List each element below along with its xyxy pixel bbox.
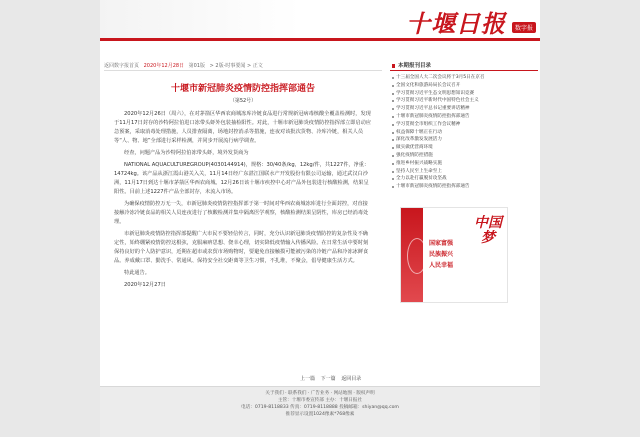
article-paragraph: 市新冠肺炎疫情防控指挥部提醒广大市民不要轻信传言，同时，充分认识新冠肺炎疫情防控的复杂性及不确定性，始终绷紧疫情防控这根弦，克服麻痹思想、侥幸心理，切实降低疫情输入传播风险。在日常生活中要时刻保持良好的个人防护意识，近期在超市或农贸市场购物时，要避免直接触摸可能被污染的冷链产品和冷冻冰鲜食品。养成戴口罩、勤洗手、常通风、保持安全社交距离等卫生习惯，不扎堆，不聚会，倡导健康生活方式。 [114, 231, 369, 264]
footer-line: 电话：0719-8118833 传真：0719-8118888 投稿邮箱：shiyan@qq.com [241, 405, 399, 410]
poster-slogan: 人民幸福 [429, 262, 454, 269]
breadcrumb-path: > 2版-时事要闻 > 正文 [209, 63, 263, 69]
sidebar-item[interactable]: 学习贯彻习近平生态文明思想知识竞赛 [390, 90, 538, 98]
footer-line: 推荐显示设置1024像素*768像素 [285, 412, 355, 417]
article-date: 2020年12月27日 [124, 282, 166, 288]
sidebar-item[interactable]: 全国文化和旅游局局长会议召开 [390, 82, 538, 90]
masthead [100, 0, 540, 40]
footer-line: 主管：十堰市委宣传部 主办：十堰日报社 [277, 398, 363, 403]
sidebar-list [390, 74, 538, 191]
sidebar-item[interactable]: 学习贯彻全市组织工作会议精神 [390, 121, 538, 129]
poster-slogan: 国家富强 [429, 240, 454, 247]
article-paragraph: 经查，问题产品为沙特阿拉伯冻带头虾，境外发货商为 [124, 150, 249, 156]
sidebar-item[interactable]: 权益保障十堰正在行动 [390, 129, 538, 137]
next-article-link[interactable]: 下一篇 [320, 376, 336, 382]
sidebar [390, 61, 538, 191]
cloud-icon [407, 238, 427, 274]
sidebar-item[interactable]: 全力以赴打赢脱贫攻坚战 [390, 175, 538, 183]
chinese-dream-poster[interactable] [400, 207, 508, 303]
sidebar-item[interactable]: 十三届全国人大二次会议将于3月5日在京召 [390, 74, 538, 82]
back-to-index-link[interactable]: 返回目录 [341, 376, 362, 382]
sidebar-item[interactable]: 做实做优营商环境 [390, 144, 538, 152]
sidebar-item[interactable]: 推进乡村振兴战略实施 [390, 160, 538, 168]
sidebar-heading: 本期报刊目录 [390, 61, 538, 71]
article [104, 73, 382, 363]
pager [300, 375, 365, 382]
article-number: （第52号） [229, 98, 257, 104]
sidebar-item[interactable]: 坚持人民至上生命至上 [390, 168, 538, 176]
edition-badge: 数字报 [512, 22, 536, 33]
sidebar-item[interactable]: 深化改革激发发展活力 [390, 136, 538, 144]
poster-slogan: 民族振兴 [429, 251, 454, 258]
sidebar-item[interactable]: 学习贯彻习近平新时代中国特色社会主义 [390, 97, 538, 105]
sidebar-item[interactable]: 强化疫情防控措施 [390, 152, 538, 160]
article-paragraph: 特此通告。 [124, 270, 150, 276]
footer [100, 386, 540, 437]
masthead-decoration [100, 0, 300, 38]
breadcrumb [104, 61, 382, 71]
article-paragraph: 为确保疫情防控万无一失，市新冠肺炎疫情防控指挥部于第一时间对华西农商城冻库进行全面封控，对直接接触冷冻冷链食品的相关人员连夜进行了核酸检测并集中隔离医学观察，核酸检测结果呈阴性，库房已经消毒处理。 [114, 201, 369, 225]
sidebar-item[interactable]: 学习贯彻习近平总书记重要讲话精神 [390, 105, 538, 113]
footer-links[interactable]: 关于我们 · 联系我们 · 广告业务 · 网站地图 · 版权声明 [265, 391, 375, 396]
article-title: 十堰市新冠肺炎疫情防控指挥部通告 [170, 84, 315, 94]
article-paragraph: NATIONAL AQUACULTUREGROUP(4030144914)，规格：30/40条/kg，12kg/件，共1227件，净重：14724kg。该产品从浙江霞山港关入关，11月14日经广东湛江国联水产开发股份有限公司运输，通过武汉白沙洲，11月17日到达十堰市茅箭区华西农商城。12月26日该十堰市疾控中心对产品外包装进行核酸检测，结果呈阳性。目前上述1227件产品全部封存，未流入市场。 [114, 162, 370, 195]
sidebar-item[interactable]: 十堰市新冠肺炎疫情防控指挥部通告 [390, 113, 538, 121]
newspaper-logo[interactable]: 十堰日报 [406, 9, 506, 38]
page-section-link[interactable]: 第01版 [188, 63, 206, 69]
poster-dream-text: 中国梦 [474, 215, 502, 246]
masthead-divider [100, 38, 540, 41]
prev-article-link[interactable]: 上一篇 [300, 376, 316, 382]
article-body [104, 110, 382, 290]
home-link[interactable]: 返回数字报首页 [104, 63, 140, 69]
sidebar-item[interactable]: 十堰市新冠肺炎疫情防控指挥部通告 [390, 183, 538, 191]
poster-slogans [429, 238, 453, 271]
article-paragraph: 2020年12月26日（周六），在对茅箭区华西农商城冻库冷链食品进行常规新冠病毒核酸全覆盖检测时，发现于11月17日封存的沙特阿拉伯进口冻带头虾外包装抽检阳性。对此，十堰市新冠肺炎疫情防控指挥部立即启动应急预案，采取消毒处理措施，人员排查隔离，场地封控消杀等措施，连夜对该批次货物、冷库冷链，相关人员等“人、物、地”全部进行采样检测，并同步开展流行病学调查。 [114, 111, 372, 144]
issue-date-link[interactable]: 2020年12月28日 [143, 63, 185, 69]
